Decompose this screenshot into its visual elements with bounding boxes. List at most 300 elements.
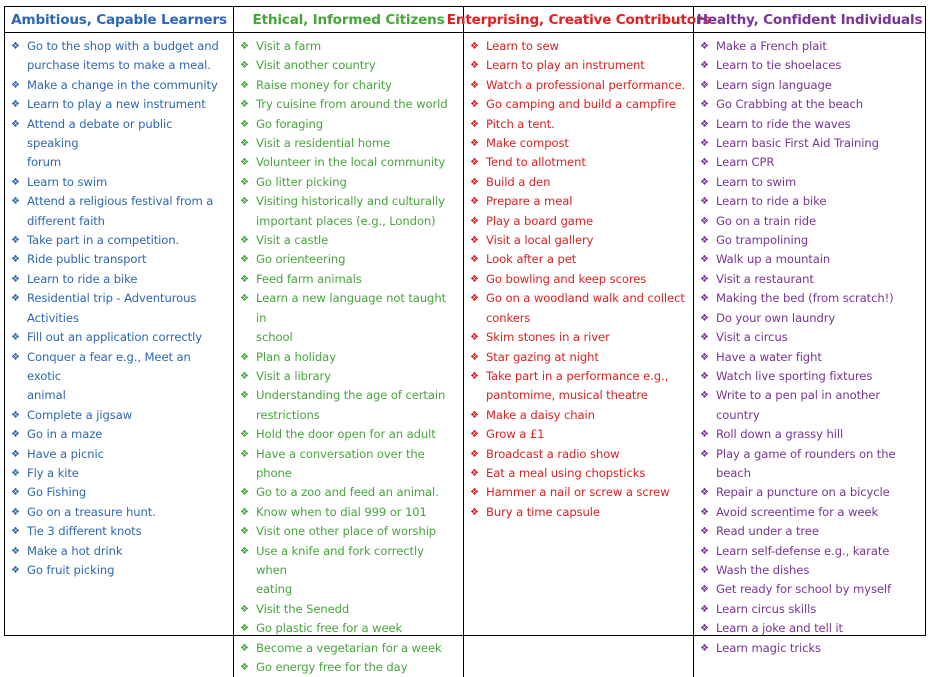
diamond-bullet-icon: ❖ bbox=[470, 79, 479, 91]
list-item bbox=[700, 192, 919, 211]
list-item-text: Go plastic free for a week bbox=[256, 621, 403, 636]
list-item-text: Make compost bbox=[486, 136, 569, 151]
list-item-text: Build a den bbox=[486, 174, 551, 189]
list-item-text: Tend to allotment bbox=[486, 155, 586, 170]
list-item-text: Learn circus skills bbox=[716, 601, 817, 616]
diamond-bullet-icon: ❖ bbox=[11, 254, 20, 266]
diamond-bullet-icon: ❖ bbox=[11, 448, 20, 460]
diamond-bullet-icon: ❖ bbox=[470, 273, 479, 285]
list-item-text: Go Crabbing at the beach bbox=[716, 97, 864, 112]
diamond-bullet-icon: ❖ bbox=[240, 60, 249, 72]
list-item-text: Broadcast a radio show bbox=[486, 446, 620, 461]
column-enterprising bbox=[464, 33, 694, 677]
list-item-text: Wash the dishes bbox=[716, 562, 810, 577]
list-item-text: different faith bbox=[27, 213, 105, 228]
list-item bbox=[700, 542, 919, 561]
diamond-bullet-icon: ❖ bbox=[700, 312, 709, 324]
list-item-text: Residential trip - Adventurous bbox=[27, 291, 197, 306]
diamond-bullet-icon: ❖ bbox=[240, 118, 249, 130]
list-item bbox=[240, 619, 457, 638]
list-item-text: Go to the shop with a budget and bbox=[27, 39, 219, 53]
list-item-text: Go Fishing bbox=[27, 485, 87, 500]
list-item-text: Hold the door open for an adult bbox=[256, 427, 436, 442]
list-item bbox=[700, 56, 919, 75]
activities-table bbox=[4, 6, 926, 674]
column-header-ethical: Ethical, Informed Citizens bbox=[234, 7, 464, 33]
list-item-text: Play a game of rounders on the bbox=[716, 446, 896, 461]
list-item bbox=[470, 115, 687, 134]
list-item bbox=[470, 173, 687, 192]
list-item bbox=[700, 386, 919, 425]
diamond-bullet-icon: ❖ bbox=[11, 79, 20, 91]
list-item-text: Raise money for charity bbox=[256, 77, 392, 92]
list-item-text: Walk up a mountain bbox=[716, 252, 831, 267]
column-header-ambitious: Ambitious, Capable Learners bbox=[5, 7, 234, 33]
diamond-bullet-icon: ❖ bbox=[700, 448, 709, 460]
list-item-text: Avoid screentime for a week bbox=[716, 504, 879, 519]
list-item bbox=[11, 406, 227, 425]
diamond-bullet-icon: ❖ bbox=[11, 41, 20, 52]
list-item-text: Read under a tree bbox=[716, 524, 819, 539]
list-item-text: school bbox=[256, 330, 293, 345]
list-item bbox=[700, 348, 919, 367]
diamond-bullet-icon: ❖ bbox=[240, 351, 249, 363]
diamond-bullet-icon: ❖ bbox=[700, 273, 709, 285]
list-item bbox=[700, 483, 919, 502]
diamond-bullet-icon: ❖ bbox=[700, 526, 709, 538]
diamond-bullet-icon: ❖ bbox=[470, 254, 479, 266]
list-item-text: Take part in a competition. bbox=[27, 233, 180, 248]
list-item-text: Go foraging bbox=[256, 116, 323, 131]
list-item bbox=[11, 561, 227, 580]
list-item-text: Skim stones in a river bbox=[486, 330, 610, 345]
list-item-text: Have a water fight bbox=[716, 349, 822, 364]
diamond-bullet-icon: ❖ bbox=[240, 138, 249, 150]
diamond-bullet-icon: ❖ bbox=[700, 623, 709, 635]
diamond-bullet-icon: ❖ bbox=[240, 293, 249, 305]
list-item-text: Pitch a tent. bbox=[486, 116, 555, 131]
list-item bbox=[11, 173, 227, 192]
list-item bbox=[470, 483, 687, 502]
list-item bbox=[700, 425, 919, 444]
list-item-text: Make a French plait bbox=[716, 39, 827, 53]
diamond-bullet-icon: ❖ bbox=[700, 429, 709, 441]
list-item-text: Go on a treasure hunt. bbox=[27, 504, 156, 519]
list-item bbox=[700, 153, 919, 172]
list-item-text: Learn a new language not taught in bbox=[256, 291, 447, 325]
list-item bbox=[470, 231, 687, 250]
diamond-bullet-icon: ❖ bbox=[700, 41, 709, 52]
list-item-text: Go on a train ride bbox=[716, 213, 817, 228]
list-item-text: Learn to swim bbox=[27, 174, 108, 189]
diamond-bullet-icon: ❖ bbox=[11, 467, 20, 479]
diamond-bullet-icon: ❖ bbox=[700, 332, 709, 344]
list-item-text: Eat a meal using chopsticks bbox=[486, 465, 646, 480]
list-item bbox=[11, 348, 227, 406]
list-item-text: Visit a restaurant bbox=[716, 271, 814, 286]
diamond-bullet-icon: ❖ bbox=[240, 506, 249, 518]
list-item-text: Fly a kite bbox=[27, 465, 79, 480]
list-item-text: Watch a professional performance. bbox=[486, 77, 686, 92]
list-item-text: Learn magic tricks bbox=[716, 640, 821, 655]
list-item bbox=[470, 348, 687, 367]
list-item-text: Learn CPR bbox=[716, 155, 775, 170]
diamond-bullet-icon: ❖ bbox=[11, 235, 20, 247]
list-item bbox=[470, 367, 687, 406]
diamond-bullet-icon: ❖ bbox=[470, 60, 479, 72]
list-item-text: Play a board game bbox=[486, 213, 594, 228]
list-item bbox=[240, 250, 457, 269]
diamond-bullet-icon: ❖ bbox=[700, 506, 709, 518]
diamond-bullet-icon: ❖ bbox=[240, 99, 249, 111]
list-item bbox=[240, 639, 457, 658]
diamond-bullet-icon: ❖ bbox=[470, 409, 479, 421]
diamond-bullet-icon: ❖ bbox=[240, 254, 249, 266]
list-item bbox=[470, 95, 687, 114]
list-item bbox=[240, 37, 457, 56]
column-header-healthy: Healthy, Confident Individuals bbox=[694, 7, 925, 33]
list-item bbox=[11, 464, 227, 483]
list-item bbox=[700, 309, 919, 328]
list-item bbox=[240, 445, 457, 484]
list-item-text: Make a daisy chain bbox=[486, 407, 595, 422]
list-item-text: Prepare a meal bbox=[486, 194, 573, 209]
list-item bbox=[240, 192, 457, 231]
list-item bbox=[470, 153, 687, 172]
list-item-text: Feed farm animals bbox=[256, 271, 362, 286]
diamond-bullet-icon: ❖ bbox=[700, 196, 709, 208]
list-item bbox=[700, 76, 919, 95]
list-item-text: Know when to dial 999 or 101 bbox=[256, 504, 427, 519]
list-item-text: Visit the Senedd bbox=[256, 601, 350, 616]
diamond-bullet-icon: ❖ bbox=[470, 293, 479, 305]
diamond-bullet-icon: ❖ bbox=[470, 176, 479, 188]
list-item-text: Repair a puncture on a bicycle bbox=[716, 485, 890, 500]
list-item bbox=[11, 270, 227, 289]
list-item-text: Visit another country bbox=[256, 58, 376, 73]
list-item bbox=[11, 192, 227, 231]
diamond-bullet-icon: ❖ bbox=[240, 429, 249, 441]
list-item bbox=[240, 56, 457, 75]
diamond-bullet-icon: ❖ bbox=[240, 390, 249, 402]
list-item-text: purchase items to make a meal. bbox=[27, 58, 211, 73]
list-item-text: conkers bbox=[486, 310, 531, 325]
diamond-bullet-icon: ❖ bbox=[240, 273, 249, 285]
list-item-text: Ride public transport bbox=[27, 252, 147, 267]
list-item-text: Learn to swim bbox=[716, 174, 797, 189]
list-item bbox=[11, 37, 227, 76]
list-item-text: Visit a library bbox=[256, 368, 331, 383]
list-item-text: Go camping and build a campfire bbox=[486, 97, 676, 112]
diamond-bullet-icon: ❖ bbox=[700, 99, 709, 111]
list-item-text: Watch live sporting fixtures bbox=[716, 368, 873, 383]
list-item-text: Conquer a fear e.g., Meet an exotic bbox=[27, 349, 191, 383]
list-item-text: Learn to ride a bike bbox=[27, 271, 138, 286]
list-item-text: Visit a farm bbox=[256, 39, 322, 53]
diamond-bullet-icon: ❖ bbox=[470, 118, 479, 130]
list-item-text: Understanding the age of certain bbox=[256, 388, 446, 403]
list-item-text: Make a hot drink bbox=[27, 543, 123, 558]
diamond-bullet-icon: ❖ bbox=[700, 60, 709, 72]
list-item bbox=[700, 561, 919, 580]
diamond-bullet-icon: ❖ bbox=[700, 390, 709, 402]
list-item-text: Grow a £1 bbox=[486, 427, 545, 442]
list-item-text: Go litter picking bbox=[256, 174, 347, 189]
list-item-text: Write to a pen pal in another country bbox=[716, 388, 880, 422]
list-item-text: Volunteer in the local community bbox=[256, 155, 446, 170]
list-item-text: Go on a woodland walk and collect bbox=[486, 291, 685, 306]
diamond-bullet-icon: ❖ bbox=[11, 118, 20, 130]
list-item-text: Learn to play an instrument bbox=[486, 58, 645, 73]
list-item-text: forum bbox=[27, 155, 62, 170]
diamond-bullet-icon: ❖ bbox=[700, 254, 709, 266]
list-item bbox=[240, 658, 457, 677]
list-item bbox=[700, 115, 919, 134]
list-item-text: Attend a debate or public speaking bbox=[27, 116, 173, 151]
list-item bbox=[470, 212, 687, 231]
list-item-text: animal bbox=[27, 388, 66, 403]
list-item-text: important places (e.g., London) bbox=[256, 213, 436, 228]
list-item-text: Activities bbox=[27, 310, 79, 325]
diamond-bullet-icon: ❖ bbox=[11, 196, 20, 208]
diamond-bullet-icon: ❖ bbox=[240, 642, 249, 654]
list-item bbox=[240, 503, 457, 522]
list-item bbox=[700, 639, 919, 658]
list-item bbox=[240, 270, 457, 289]
diamond-bullet-icon: ❖ bbox=[11, 99, 20, 111]
list-item bbox=[470, 37, 687, 56]
list-item bbox=[470, 134, 687, 153]
diamond-bullet-icon: ❖ bbox=[11, 351, 20, 363]
list-item bbox=[700, 600, 919, 619]
list-item-text: Go energy free for the day bbox=[256, 660, 408, 674]
diamond-bullet-icon: ❖ bbox=[470, 467, 479, 479]
diamond-bullet-icon: ❖ bbox=[11, 332, 20, 344]
list-item-text: Become a vegetarian for a week bbox=[256, 640, 442, 655]
list-item bbox=[240, 173, 457, 192]
diamond-bullet-icon: ❖ bbox=[11, 564, 20, 576]
list-item bbox=[11, 522, 227, 541]
list-item-text: Hammer a nail or screw a screw bbox=[486, 485, 670, 500]
list-item bbox=[240, 386, 457, 425]
list-item bbox=[11, 250, 227, 269]
diamond-bullet-icon: ❖ bbox=[11, 526, 20, 538]
list-item bbox=[470, 250, 687, 269]
list-item bbox=[240, 425, 457, 444]
list-item bbox=[700, 445, 919, 484]
list-item bbox=[240, 95, 457, 114]
diamond-bullet-icon: ❖ bbox=[240, 526, 249, 538]
list-item-text: Do your own laundry bbox=[716, 310, 836, 325]
diamond-bullet-icon: ❖ bbox=[240, 235, 249, 247]
diamond-bullet-icon: ❖ bbox=[240, 79, 249, 91]
list-item bbox=[470, 406, 687, 425]
diamond-bullet-icon: ❖ bbox=[700, 118, 709, 130]
diamond-bullet-icon: ❖ bbox=[240, 487, 249, 499]
diamond-bullet-icon: ❖ bbox=[240, 662, 249, 673]
list-item-text: Visit one other place of worship bbox=[256, 524, 437, 539]
diamond-bullet-icon: ❖ bbox=[11, 293, 20, 305]
diamond-bullet-icon: ❖ bbox=[11, 429, 20, 441]
list-item-text: Go fruit picking bbox=[27, 562, 115, 577]
list-item bbox=[240, 600, 457, 619]
list-item-text: Go trampolining bbox=[716, 233, 809, 248]
list-item-text: Learn to ride a bike bbox=[716, 194, 827, 209]
diamond-bullet-icon: ❖ bbox=[11, 545, 20, 557]
list-item bbox=[240, 115, 457, 134]
diamond-bullet-icon: ❖ bbox=[700, 487, 709, 499]
list-item-text: Learn to ride the waves bbox=[716, 116, 851, 131]
list-item bbox=[470, 270, 687, 289]
list-item-text: Go to a zoo and feed an animal. bbox=[256, 485, 439, 500]
list-item bbox=[11, 542, 227, 561]
diamond-bullet-icon: ❖ bbox=[470, 448, 479, 460]
list-item bbox=[700, 95, 919, 114]
list-item-text: Visit a castle bbox=[256, 233, 329, 248]
list-item-text: Look after a pet bbox=[486, 252, 577, 267]
list-item-text: Use a knife and fork correctly when bbox=[256, 543, 424, 577]
list-item bbox=[700, 367, 919, 386]
list-item-text: Fill out an application correctly bbox=[27, 330, 202, 345]
list-item-text: restrictions bbox=[256, 407, 320, 422]
list-item-text: Complete a jigsaw bbox=[27, 407, 133, 422]
diamond-bullet-icon: ❖ bbox=[700, 603, 709, 615]
list-item bbox=[11, 503, 227, 522]
list-item-text: Tie 3 different knots bbox=[27, 524, 142, 539]
diamond-bullet-icon: ❖ bbox=[700, 138, 709, 150]
diamond-bullet-icon: ❖ bbox=[470, 487, 479, 499]
diamond-bullet-icon: ❖ bbox=[700, 564, 709, 576]
diamond-bullet-icon: ❖ bbox=[470, 351, 479, 363]
list-item-text: Visit a circus bbox=[716, 330, 788, 345]
list-item bbox=[700, 503, 919, 522]
list-item bbox=[470, 503, 687, 522]
diamond-bullet-icon: ❖ bbox=[700, 370, 709, 382]
diamond-bullet-icon: ❖ bbox=[11, 409, 20, 421]
list-item-text: Go orienteering bbox=[256, 252, 346, 267]
list-item bbox=[700, 619, 919, 638]
diamond-bullet-icon: ❖ bbox=[470, 138, 479, 150]
list-item-text: Making the bed (from scratch!) bbox=[716, 291, 894, 306]
list-item bbox=[240, 348, 457, 367]
list-item-text: beach bbox=[716, 465, 751, 480]
list-item-text: eating bbox=[256, 582, 293, 597]
list-item bbox=[470, 289, 687, 328]
list-item bbox=[240, 134, 457, 153]
list-item bbox=[700, 328, 919, 347]
list-item-text: Plan a holiday bbox=[256, 349, 336, 364]
diamond-bullet-icon: ❖ bbox=[11, 273, 20, 285]
list-item bbox=[470, 445, 687, 464]
list-item bbox=[11, 115, 227, 173]
list-item bbox=[240, 367, 457, 386]
list-item bbox=[470, 464, 687, 483]
list-item bbox=[240, 153, 457, 172]
list-item-text: Learn self-defense e.g., karate bbox=[716, 543, 890, 558]
column-header-enterprising: Enterprising, Creative Contributors bbox=[464, 7, 694, 33]
list-item-text: Bury a time capsule bbox=[486, 504, 600, 519]
diamond-bullet-icon: ❖ bbox=[11, 176, 20, 188]
list-item bbox=[11, 289, 227, 328]
list-item bbox=[11, 95, 227, 114]
diamond-bullet-icon: ❖ bbox=[240, 370, 249, 382]
list-item bbox=[11, 425, 227, 444]
list-item bbox=[11, 483, 227, 502]
list-item bbox=[470, 425, 687, 444]
diamond-bullet-icon: ❖ bbox=[700, 157, 709, 169]
list-item bbox=[700, 250, 919, 269]
diamond-bullet-icon: ❖ bbox=[700, 79, 709, 91]
diamond-bullet-icon: ❖ bbox=[240, 41, 249, 52]
list-item bbox=[240, 76, 457, 95]
list-item-text: Star gazing at night bbox=[486, 349, 599, 364]
diamond-bullet-icon: ❖ bbox=[700, 235, 709, 247]
list-item bbox=[700, 289, 919, 308]
diamond-bullet-icon: ❖ bbox=[470, 429, 479, 441]
list-item bbox=[240, 483, 457, 502]
list-item-text: Have a picnic bbox=[27, 446, 104, 461]
diamond-bullet-icon: ❖ bbox=[700, 642, 709, 654]
list-item-text: Learn a joke and tell it bbox=[716, 621, 843, 636]
list-item bbox=[700, 580, 919, 599]
list-item bbox=[700, 522, 919, 541]
diamond-bullet-icon: ❖ bbox=[470, 196, 479, 208]
diamond-bullet-icon: ❖ bbox=[240, 448, 249, 460]
list-item bbox=[11, 76, 227, 95]
list-item-text: pantomime, musical theatre bbox=[486, 388, 648, 403]
diamond-bullet-icon: ❖ bbox=[700, 215, 709, 227]
list-item bbox=[11, 328, 227, 347]
diamond-bullet-icon: ❖ bbox=[11, 506, 20, 518]
list-item bbox=[240, 542, 457, 600]
list-item-text: Learn sign language bbox=[716, 77, 832, 92]
list-item bbox=[240, 289, 457, 347]
list-item-text: Learn basic First Aid Training bbox=[716, 136, 879, 151]
list-item-text: Have a conversation over the phone bbox=[256, 446, 425, 480]
list-item-text: Attend a religious festival from a bbox=[27, 194, 214, 209]
list-item bbox=[470, 328, 687, 347]
list-item-text: Visiting historically and culturally bbox=[256, 194, 445, 209]
list-item-text: Learn to tie shoelaces bbox=[716, 58, 842, 73]
diamond-bullet-icon: ❖ bbox=[240, 196, 249, 208]
diamond-bullet-icon: ❖ bbox=[700, 545, 709, 557]
list-item-text: Visit a residential home bbox=[256, 136, 391, 151]
list-item bbox=[700, 173, 919, 192]
list-item-text: Learn to play a new instrument bbox=[27, 97, 206, 112]
list-item-text: Get ready for school by myself bbox=[716, 582, 892, 597]
diamond-bullet-icon: ❖ bbox=[240, 545, 249, 557]
list-item-text: Go bowling and keep scores bbox=[486, 271, 647, 286]
diamond-bullet-icon: ❖ bbox=[240, 176, 249, 188]
list-item bbox=[700, 212, 919, 231]
list-item bbox=[240, 231, 457, 250]
diamond-bullet-icon: ❖ bbox=[470, 332, 479, 344]
diamond-bullet-icon: ❖ bbox=[700, 293, 709, 305]
diamond-bullet-icon: ❖ bbox=[470, 506, 479, 518]
list-item bbox=[11, 231, 227, 250]
diamond-bullet-icon: ❖ bbox=[470, 99, 479, 111]
list-item bbox=[470, 76, 687, 95]
column-healthy bbox=[694, 33, 925, 677]
diamond-bullet-icon: ❖ bbox=[700, 584, 709, 596]
list-item bbox=[470, 56, 687, 75]
diamond-bullet-icon: ❖ bbox=[470, 370, 479, 382]
list-item-text: Make a change in the community bbox=[27, 77, 218, 92]
diamond-bullet-icon: ❖ bbox=[240, 603, 249, 615]
list-item bbox=[700, 231, 919, 250]
diamond-bullet-icon: ❖ bbox=[470, 157, 479, 169]
diamond-bullet-icon: ❖ bbox=[470, 215, 479, 227]
